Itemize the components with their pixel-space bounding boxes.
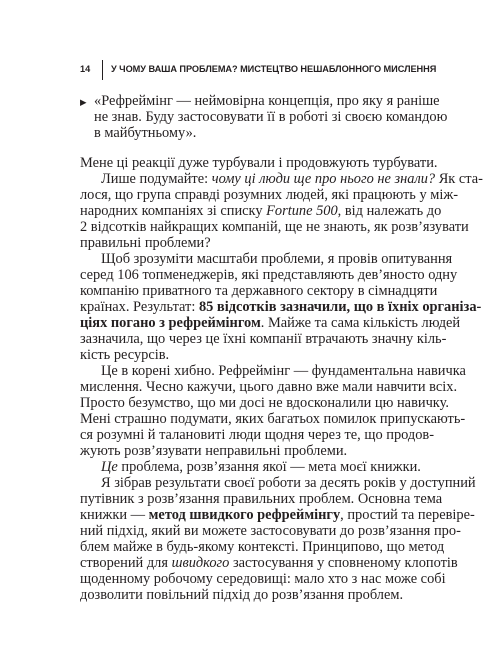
text-line [80, 299, 482, 315]
text-run: застосування у сповненому клопотів [229, 555, 458, 571]
text-run: «Рефреймінг — неймовірна концепція, про яку я раніше [94, 93, 440, 109]
text-run: щоденному робочому середовищі: мало хто з нас може собі [80, 571, 446, 587]
text-run: 2 відсотків найкращих компаній, ще не знають, як розв’язувати [80, 219, 469, 235]
text-run: кість ресурсів. [80, 347, 170, 363]
bullet-arrow-icon: ▶ [80, 98, 87, 108]
text-line [80, 443, 410, 459]
text-line [101, 459, 421, 475]
italic-run: Fortune 500 [266, 203, 338, 219]
text-line [80, 427, 435, 443]
text-run: книжки — [80, 507, 149, 523]
text-line [80, 235, 410, 251]
text-line [80, 491, 443, 507]
text-run: створений для [80, 555, 172, 571]
text-line [101, 171, 483, 187]
text-line [80, 507, 475, 523]
text-run: путівник з розв’язання правильних проблем. Основна тема [80, 491, 443, 507]
text-line [80, 347, 410, 363]
text-line [80, 539, 445, 555]
italic-run: Це [101, 459, 118, 475]
text-run: мислення. Чесно кажучи, цього давно вже мали навчити всіх. [80, 379, 458, 395]
text-run: країнах. Результат: [80, 299, 199, 315]
text-run: серед 106 топменеджерів, які представляють дев’яносто одну [80, 267, 458, 283]
text-run: Мене ці реакції дуже турбували і продовжують турбувати. [80, 155, 438, 171]
text-run: . Майже та сама кількість людей [260, 315, 461, 331]
bold-run: 85 відсотків зазначили, що в їхніх організа- [198, 299, 482, 315]
text-run: дозволити повільний підхід до розв’язання проблем. [80, 587, 404, 603]
text-line [94, 109, 448, 125]
header-divider [102, 60, 103, 80]
text-run: не знав. Буду застосовувати її в роботі зі своєю командою [94, 109, 448, 125]
text-line [80, 283, 438, 299]
text-run: компанію приватного та державного сектору в сімнадцяти [80, 283, 438, 299]
text-line [101, 251, 453, 267]
text-run: жують розв’язувати неправильні проблеми. [80, 443, 348, 459]
text-run: Як ста- [435, 171, 483, 187]
text-run: Я зібрав результати своєї роботи за десять років у доступний [101, 475, 476, 491]
page-number: 14 [80, 64, 91, 74]
italic-run: швидкого [171, 555, 230, 571]
text-line [80, 523, 461, 539]
text-run: блем майже в будь-якому контексті. Принципово, що метод [80, 539, 445, 555]
italic-run: чому ці люди ще про нього не знали? [211, 171, 436, 187]
text-line [80, 571, 446, 587]
running-title: У ЧОМУ ВАША ПРОБЛЕМА? МИСТЕЦТВО НЕШАБЛОННОГО МИСЛЕННЯ [111, 64, 437, 74]
text-run: Лише подумайте: [101, 171, 212, 187]
running-head [80, 60, 437, 80]
text-line [80, 331, 447, 347]
text-line [80, 267, 458, 283]
text-line [80, 411, 466, 427]
text-line [94, 93, 440, 109]
text-run: лося, що група справді розумних людей, які працюють у між- [80, 187, 459, 203]
text-run: ся розумні й талановиті люди щодня через те, що продов- [80, 427, 435, 443]
text-line [80, 379, 458, 395]
text-run: народних компаніях зі списку [80, 203, 267, 219]
text-run: Просто безумство, що ми досі не вдосконалили цю навичку. [80, 395, 449, 411]
text-line [101, 475, 476, 491]
text-run: ний підхід, який ви можете застосовувати до розв’язання про- [80, 523, 461, 539]
text-line [80, 315, 461, 331]
text-run: проблема, розв’язання якої — мета моєї книжки. [117, 459, 421, 475]
text-line [80, 155, 438, 171]
text-run: в майбутньому». [94, 125, 197, 141]
text-line [80, 395, 449, 411]
text-line [80, 219, 469, 235]
text-run: Мені страшно подумати, яких багатьох помилок припускають- [80, 411, 466, 427]
text-run: , від належать до [337, 203, 442, 219]
text-run: правильні проблеми? [80, 235, 211, 251]
text-run: Це в корені хибно. Рефреймінг — фундаментальна навичка [101, 363, 466, 379]
text-run: , простий та перевіре- [340, 507, 475, 523]
text-line [80, 555, 458, 571]
bold-run: метод швидкого рефреймінгу [148, 507, 341, 523]
text-run: зазначила, що через це їхні компанії втрачають значну кіль- [80, 331, 447, 347]
bold-run: ціях погано з рефреймінгом [80, 315, 261, 331]
text-run: Щоб зрозуміти масштаби проблеми, я провів опитування [101, 251, 453, 267]
text-line [94, 125, 410, 141]
text-line [80, 203, 442, 219]
text-line [80, 587, 410, 603]
text-line [101, 363, 466, 379]
text-line [80, 187, 459, 203]
